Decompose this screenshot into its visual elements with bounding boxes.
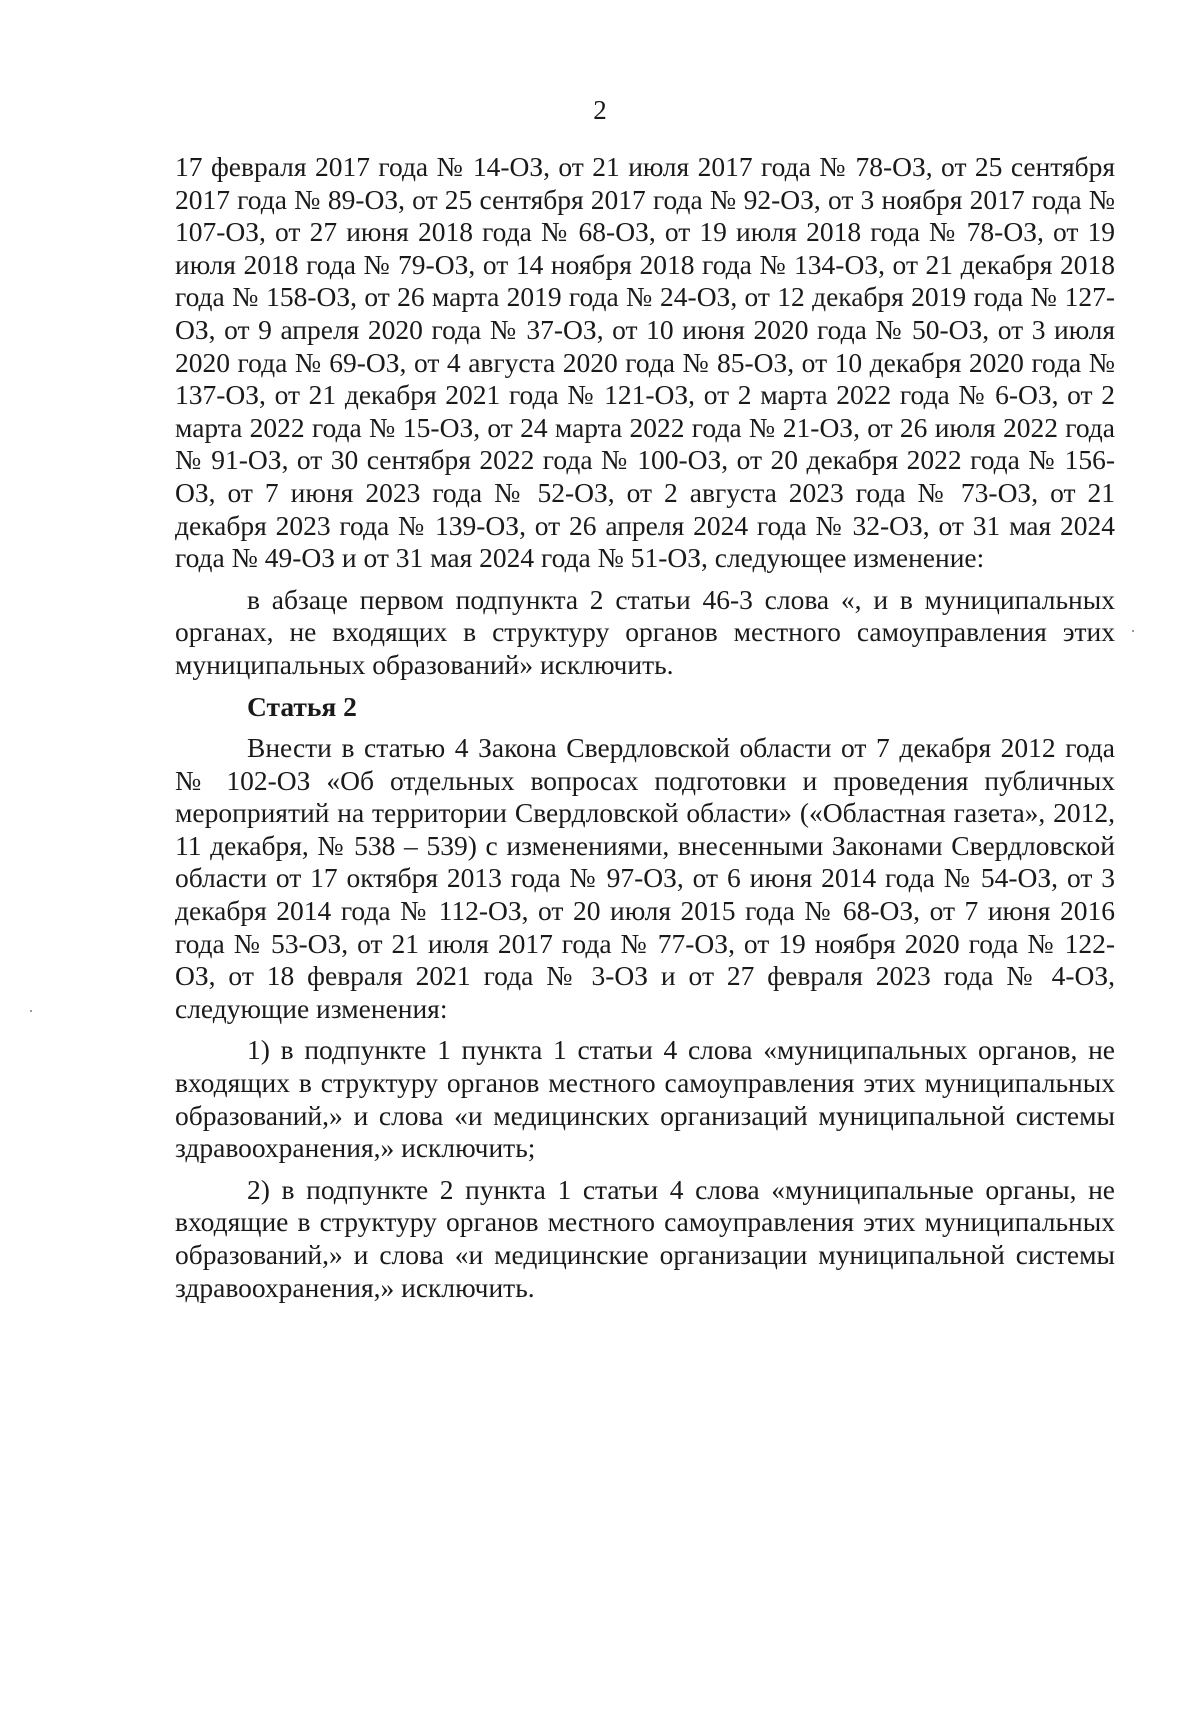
- scan-speck: [1132, 630, 1134, 632]
- article-heading: Статья 2: [247, 690, 357, 722]
- scan-speck: [30, 1010, 32, 1012]
- paragraph-item-1: 1) в подпункте 1 пункта 1 статьи 4 слова «муниципальных органов, не входящих в структуру органов местного самоуправления этих муниципальных образований,» и слова «и медицинских организаций муниципальной системы здравоохранения,» исключить;: [175, 1034, 1115, 1164]
- paragraph-article-2-intro: Внести в статью 4 Закона Свердловской области от 7 декабря 2012 года № 102-ОЗ «Об отдельных вопросах подготовки и проведения публичных мероприятий на территории Свердловской области» («Областная газета», 2012, 11 декабря, № 538 – 539) с изменениями, внесенными Законами Свердловской области от 17 октября 2013 года № 97-ОЗ, от 6 июня 2014 года № 54-ОЗ, от 3 декабря 2014 года № 112-ОЗ, от 20 июля 2015 года № 68-ОЗ, от 7 июня 2016 года № 53-ОЗ, от 21 июля 2017 года № 77-ОЗ, от 19 ноября 2020 года № 122-ОЗ, от 18 февраля 2021 года № 3-ОЗ и от 27 февраля 2023 года № 4-ОЗ, следующие изменения:: [175, 732, 1115, 1024]
- paragraph-item-2: 2) в подпункте 2 пункта 1 статьи 4 слова «муниципальные органы, не входящие в структуру органов местного самоуправления этих муниципальных образований,» и слова «и медицинские организации муниципальной системы здравоохранения,» исключить.: [175, 1173, 1115, 1303]
- page-number: 2: [593, 95, 607, 125]
- paragraph-amendment-list: 17 февраля 2017 года № 14-ОЗ, от 21 июля 2017 года № 78-ОЗ, от 25 сентября 2017 года № 89-ОЗ, от 25 сентября 2017 года № 92-ОЗ, от 3 ноября 2017 года № 107-ОЗ, от 27 июня 2018 года № 68-ОЗ, от 19 июля 2018 года № 78-ОЗ, от 19 июля 2018 года № 79-ОЗ, от 14 ноября 2018 года № 134-ОЗ, от 21 декабря 2018 года № 158-ОЗ, от 26 марта 2019 года № 24-ОЗ, от 12 декабря 2019 года № 127-ОЗ, от 9 апреля 2020 года № 37-ОЗ, от 10 июня 2020 года № 50-ОЗ, от 3 июля 2020 года № 69-ОЗ, от 4 августа 2020 года № 85-ОЗ, от 10 декабря 2020 года № 137-ОЗ, от 21 декабря 2021 года № 121-ОЗ, от 2 марта 2022 года № 6-ОЗ, от 2 марта 2022 года № 15-ОЗ, от 24 марта 2022 года № 21-ОЗ, от 26 июля 2022 года № 91-ОЗ, от 30 сентября 2022 года № 100-ОЗ, от 20 декабря 2022 года № 156-ОЗ, от 7 июня 2023 года № 52-ОЗ, от 2 августа 2023 года № 73-ОЗ, от 21 декабря 2023 года № 139-ОЗ, от 26 апреля 2024 года № 32-ОЗ, от 31 мая 2024 года № 49-ОЗ и от 31 мая 2024 года № 51-ОЗ, следующее изменение:: [175, 151, 1115, 574]
- document-body: [175, 151, 1115, 1304]
- paragraph-amendment-text: в абзаце первом подпункта 2 статьи 46-3 слова «, и в муниципальных органах, не входящих в структуру органов местного самоуправления этих муниципальных образований» исключить.: [175, 583, 1115, 680]
